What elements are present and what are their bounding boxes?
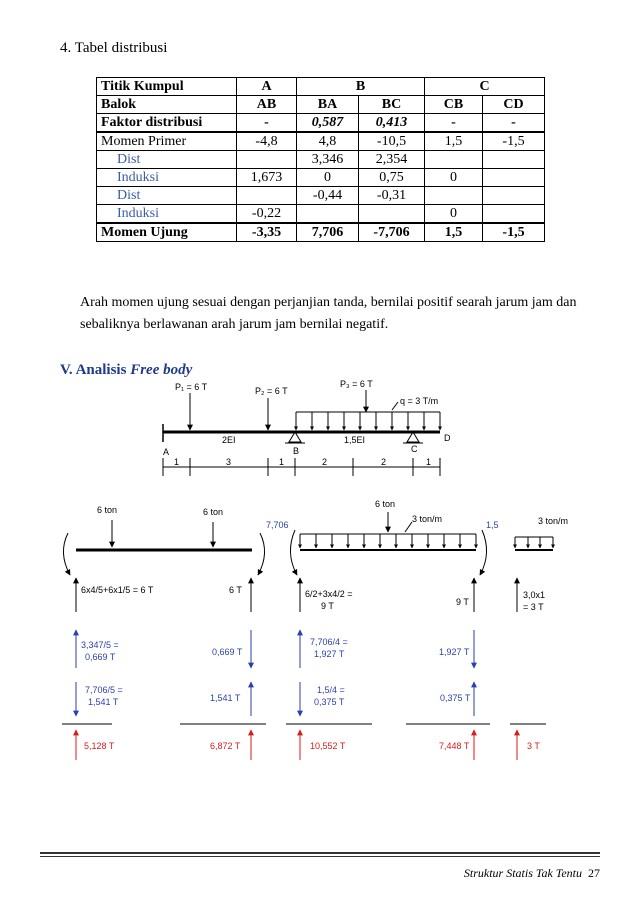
cell: 1,5 (425, 132, 483, 151)
footer-title: Struktur Statis Tak Tentu (463, 866, 582, 880)
freebody-cd (510, 516, 568, 760)
footer-rule-thin (40, 856, 600, 857)
cell (483, 151, 545, 169)
bc-r-right-total: 7,448 T (439, 741, 470, 751)
ab-r-left-1: 6x4/5+6x1/5 = 6 T (81, 585, 154, 595)
dim-label: 1 (174, 457, 180, 467)
cell: CB (425, 96, 483, 114)
row-label: Induksi (97, 205, 237, 224)
bc-r-left-2b: 1,927 T (314, 649, 345, 659)
bc-q-label: 3 ton/m (412, 514, 443, 524)
distributed-load (296, 412, 440, 430)
ab-r-left-3a: 7,706/5 = (85, 685, 123, 695)
cell: -7,706 (359, 223, 425, 242)
cell: -1,5 (483, 132, 545, 151)
bc-r-left-1a: 6/2+3x4/2 = (305, 589, 353, 599)
cell: -3,35 (237, 223, 297, 242)
cell: - (237, 114, 297, 133)
cell (483, 169, 545, 187)
cell: -0,31 (359, 187, 425, 205)
row-label: Faktor distribusi (97, 114, 237, 133)
node-d-label: D (444, 433, 451, 443)
row-label: Momen Primer (97, 132, 237, 151)
cell: -1,5 (483, 223, 545, 242)
cd-r-total: 3 T (527, 741, 540, 751)
row-label: Titik Kumpul (97, 78, 237, 96)
ab-r-left-total: 5,128 T (84, 741, 115, 751)
table-row (97, 132, 545, 151)
bc-moment-right: 1,5 (486, 520, 499, 530)
cell: 2,354 (359, 151, 425, 169)
dim-label: 2 (381, 457, 387, 467)
ab-r-left-2b: 0,669 T (85, 652, 116, 662)
cell: BC (359, 96, 425, 114)
dim-label: 3 (226, 457, 232, 467)
ab-moment-left-arrow (63, 533, 70, 575)
cell: 3,346 (297, 151, 359, 169)
cell: - (425, 114, 483, 133)
cell: 0 (425, 169, 483, 187)
cell (483, 187, 545, 205)
bc-r-right-3: 0,375 T (440, 693, 471, 703)
bc-load-label: 6 ton (375, 499, 396, 509)
p1-label: P₁ = 6 T (175, 382, 208, 392)
bc-r-left-3a: 1,5/4 = (317, 685, 345, 695)
bc-moment-right-arrow (480, 530, 487, 575)
row-label: Induksi (97, 169, 237, 187)
table-row (97, 205, 545, 224)
table-row (97, 96, 545, 114)
cd-r-1b: = 3 T (523, 602, 544, 612)
continuous-beam (163, 379, 451, 476)
table-row (97, 78, 545, 96)
freebody-bc (266, 499, 499, 760)
row-label: Balok (97, 96, 237, 114)
node-b-label: B (293, 446, 300, 456)
ab-load1-label: 6 ton (97, 505, 118, 515)
bc-r-left-2a: 7,706/4 = (310, 637, 348, 647)
cell: - (483, 114, 545, 133)
dimension-line (163, 458, 440, 476)
cell: B (297, 78, 425, 96)
row-label: Dist (97, 187, 237, 205)
cell (297, 205, 359, 224)
table-row (97, 169, 545, 187)
node-c-label: C (411, 444, 418, 454)
pin-support-c (403, 432, 423, 443)
cd-r-1a: 3,0x1 (523, 590, 546, 600)
ei-ab-label: 2EI (222, 435, 236, 445)
cell: 0 (297, 169, 359, 187)
cell: 1,673 (237, 169, 297, 187)
ab-r-right-3: 1,541 T (210, 693, 241, 703)
bc-r-right-1: 9 T (456, 597, 469, 607)
ab-moment-right-arrow (258, 533, 265, 575)
cell: 0,587 (297, 114, 359, 133)
cell: AB (237, 96, 297, 114)
cell (425, 187, 483, 205)
bc-r-left-3b: 0,375 T (314, 697, 345, 707)
table-row (97, 151, 545, 169)
pin-support-b (285, 432, 305, 443)
distribution-table (96, 77, 545, 242)
row-label: Momen Ujung (97, 223, 237, 242)
cell: 4,8 (297, 132, 359, 151)
cell: CD (483, 96, 545, 114)
ab-r-right-1: 6 T (229, 585, 242, 595)
ab-r-left-3b: 1,541 T (88, 697, 119, 707)
section-title-4: 4. Tabel distribusi (60, 40, 168, 56)
cell: -0,22 (237, 205, 297, 224)
cell (359, 205, 425, 224)
cell: 0,413 (359, 114, 425, 133)
table-row (97, 114, 545, 133)
section-title-prefix: V. Analisis (60, 362, 131, 378)
table-row (97, 187, 545, 205)
bc-r-left-total: 10,552 T (310, 741, 346, 751)
cell: 7,706 (297, 223, 359, 242)
freebody-ab (62, 505, 266, 760)
cell: A (237, 78, 297, 96)
section-title-italic: Free body (130, 362, 193, 378)
dim-label: 1 (426, 457, 432, 467)
dim-label: 2 (322, 457, 328, 467)
cd-q-label: 3 ton/m (538, 516, 569, 526)
ab-load2-label: 6 ton (203, 507, 224, 517)
p3-label: P₃ = 6 T (340, 379, 373, 389)
cell: -10,5 (359, 132, 425, 151)
ab-r-left-2a: 3,347/5 = (81, 640, 119, 650)
cell: C (425, 78, 545, 96)
cell (237, 187, 297, 205)
bc-r-right-2: 1,927 T (439, 647, 470, 657)
ab-r-right-2: 0,669 T (212, 647, 243, 657)
bc-r-left-1b: 9 T (321, 601, 334, 611)
cell: -0,44 (297, 187, 359, 205)
cell (425, 151, 483, 169)
cell (237, 151, 297, 169)
row-label: Dist (97, 151, 237, 169)
ei-bc-label: 1,5EI (344, 435, 366, 445)
cell: 1,5 (425, 223, 483, 242)
free-body-diagram (0, 370, 638, 770)
cell: BA (297, 96, 359, 114)
dim-label: 1 (279, 457, 285, 467)
sign-convention-paragraph: Arah momen ujung sesuai dengan perjanjian tanda, bernilai positif searah jarum jam dan sebaliknya berlawanan arah jarum jam bernilai negatif. (80, 295, 577, 332)
footer-rule (40, 852, 600, 854)
node-a-label: A (163, 447, 170, 457)
cell: 0 (425, 205, 483, 224)
bc-moment-left: 7,706 (266, 520, 289, 530)
table-row (97, 223, 545, 242)
page-number: 27 (588, 866, 600, 880)
p2-label: P₂ = 6 T (255, 386, 288, 396)
cell: -4,8 (237, 132, 297, 151)
page-footer (300, 866, 600, 881)
cell: 0,75 (359, 169, 425, 187)
ab-r-right-total: 6,872 T (210, 741, 241, 751)
q-label: q = 3 T/m (400, 396, 439, 406)
cell (483, 205, 545, 224)
bc-moment-left-arrow (290, 530, 297, 575)
